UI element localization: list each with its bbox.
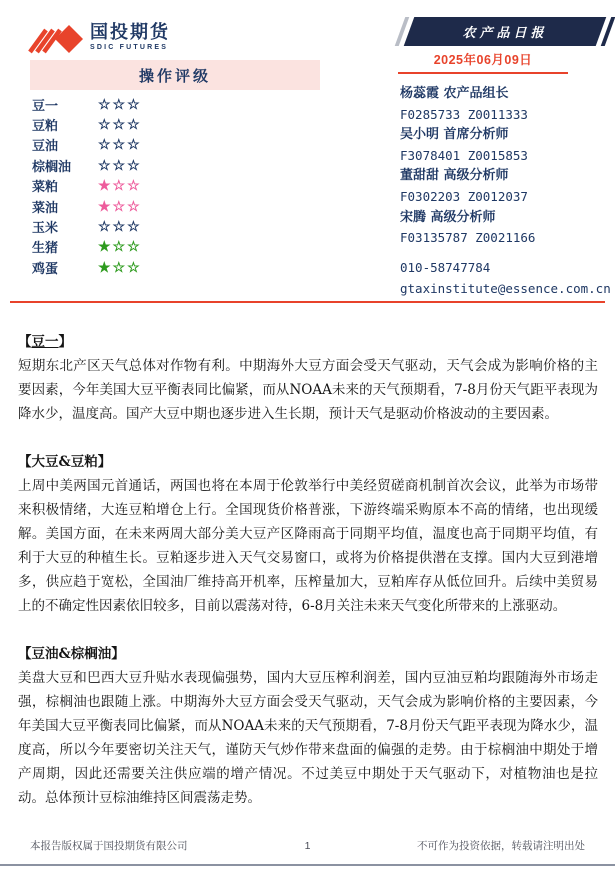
section-douyou-zonglvyou bbox=[18, 642, 598, 810]
rating-label: 生猪 bbox=[32, 241, 59, 257]
section-dadou-doupo bbox=[18, 450, 598, 618]
rating-stars: ☆☆☆ bbox=[98, 116, 142, 133]
page-footer bbox=[30, 838, 585, 853]
rating-row bbox=[32, 237, 322, 257]
footer-copyright: 本报告版权属于国投期货有限公司 bbox=[30, 840, 188, 852]
rating-row bbox=[32, 216, 322, 236]
logo-text bbox=[90, 23, 170, 51]
red-divider bbox=[10, 301, 605, 303]
rating-label: 豆粕 bbox=[32, 119, 59, 135]
rating-stars: ☆☆☆ bbox=[98, 95, 142, 112]
section-douyi bbox=[18, 330, 598, 426]
bracket: 】 bbox=[111, 646, 125, 662]
report-title: 农产品日报 bbox=[462, 26, 548, 41]
analyst-name: 杨蕊霞 农产品组长 bbox=[400, 86, 509, 101]
rating-stars: ★☆☆ bbox=[98, 258, 142, 275]
analyst-codes: F0285733 Z0011333 bbox=[400, 106, 528, 122]
rating-list bbox=[32, 94, 322, 278]
section-title bbox=[18, 330, 598, 354]
section-anchor-link[interactable]: 豆一 bbox=[31, 334, 59, 350]
section-name: 豆油&棕榈油 bbox=[31, 646, 112, 662]
footer-disclaimer: 不可作为投资依据，转载请注明出处 bbox=[417, 840, 585, 852]
rating-stars: ☆☆☆ bbox=[98, 156, 142, 173]
report-body bbox=[18, 330, 598, 834]
rating-panel-header bbox=[30, 60, 320, 90]
analyst-name: 宋腾 高级分析师 bbox=[400, 209, 496, 225]
rating-stars: ☆☆☆ bbox=[98, 136, 142, 153]
brand-name-cn: 国投期货 bbox=[90, 22, 170, 42]
rating-stars: ☆☆☆ bbox=[98, 218, 142, 235]
rating-label: 菜粕 bbox=[32, 180, 59, 196]
bracket: 【 bbox=[18, 334, 32, 350]
section-title bbox=[18, 642, 598, 666]
contact-block bbox=[400, 257, 612, 299]
bracket: 【 bbox=[18, 646, 32, 662]
sdic-logo-icon bbox=[28, 17, 86, 57]
section-paragraph: 上周中美两国元首通话，两国也将在本周于伦敦举行中美经贸磋商机制首次会议，此举为市场带来积极情绪，大连豆粕增仓上行。全国现货价格普涨，下游终端采购原本不高的情绪，也出现缓解。美国方面，在未来两周大部分美大豆产区降雨高于同期平均值，温度也高于同期平均值，有利于大豆的种植生长。豆粕逐步进入天气交易窗口，或将为价格提供潜在支撑。国内大豆到港增多，供应趋于宽松，全国油厂维持高开机率，压榨量加大，豆粕库存从低位回升。后续中美贸易上的不确定性因素依旧较多，目前以震荡对待，6-8月关注未来天气变化所带来的上涨驱动。 bbox=[18, 478, 598, 614]
rating-row bbox=[32, 176, 322, 196]
rating-stars: ★☆☆ bbox=[98, 238, 142, 255]
section-name: 大豆&豆粕 bbox=[31, 454, 98, 470]
contact-phone: 010-58747784 bbox=[400, 260, 491, 275]
rating-label: 豆油 bbox=[32, 139, 59, 155]
brand-name-en: SDIC FUTURES bbox=[90, 44, 169, 51]
rating-label: 菜油 bbox=[32, 200, 59, 216]
rating-label: 鸡蛋 bbox=[32, 261, 59, 277]
footer-bottom-rule bbox=[0, 864, 615, 866]
rating-panel-title: 操作评级 bbox=[138, 66, 211, 85]
section-paragraph: 短期东北产区天气总体对作物有利。中期海外大豆方面会受天气驱动，天气会成为影响价格的主要因素，今年美国大豆平衡表同比偏紧，而从NOAA未来的天气预期看，7-8月份天气距平表现为降水少，温度高。国产大豆中期也逐步进入生长期，预计天气是驱动价格波动的主要因素。 bbox=[18, 358, 598, 422]
contact-email-link[interactable]: gtaxinstitute@essence.com.cn bbox=[400, 281, 611, 296]
rating-stars: ★☆☆ bbox=[98, 177, 142, 194]
rating-row bbox=[32, 114, 322, 134]
analyst-codes: F03135787 Z0021166 bbox=[400, 230, 536, 246]
rating-stars: ★☆☆ bbox=[98, 197, 142, 214]
analyst-list bbox=[400, 84, 610, 249]
bracket: 【 bbox=[18, 454, 32, 470]
section-paragraph: 美盘大豆和巴西大豆升贴水表现偏强势，国内大豆压榨利润差，国内豆油豆粕均跟随海外市场走强，棕榈油也跟随上涨。中期海外大豆方面会受天气驱动，天气会成为影响价格的主要因素，今年美国大豆平衡表同比偏紧，而从NOAA未来的天气预期看，7-8月份天气距平表现为降水少，温度高，所以今年要密切关注天气，谨防天气炒作带来盘面的偏强的走势。由于棕榈油中期处于增产周期，因此还需要关注供应端的增产情况。不过美豆中期处于天气驱动下，对植物油也是拉动。总体预计豆棕油维持区间震荡走势。 bbox=[18, 670, 598, 806]
analyst-codes: F0302203 Z0012037 bbox=[400, 188, 528, 204]
footer-page-number: 1 bbox=[304, 839, 311, 852]
rating-label: 棕榈油 bbox=[32, 159, 72, 175]
rating-row bbox=[32, 196, 322, 216]
rating-row bbox=[32, 155, 322, 175]
rating-row bbox=[32, 135, 322, 155]
report-badge bbox=[398, 17, 612, 46]
rating-label: 玉米 bbox=[32, 221, 59, 237]
company-logo bbox=[28, 17, 170, 57]
rating-row bbox=[32, 94, 322, 114]
analyst-codes: F3078401 Z0015853 bbox=[400, 147, 528, 163]
bracket: 】 bbox=[58, 334, 72, 350]
rating-label: 豆一 bbox=[32, 98, 59, 114]
report-date: 2025年06月09日 bbox=[398, 50, 568, 74]
analyst-name: 董甜甜 高级分析师 bbox=[400, 168, 509, 184]
section-title bbox=[18, 450, 598, 474]
rating-row bbox=[32, 257, 322, 277]
bracket: 】 bbox=[97, 454, 112, 470]
analyst-name: 吴小明 首席分析师 bbox=[400, 127, 509, 143]
